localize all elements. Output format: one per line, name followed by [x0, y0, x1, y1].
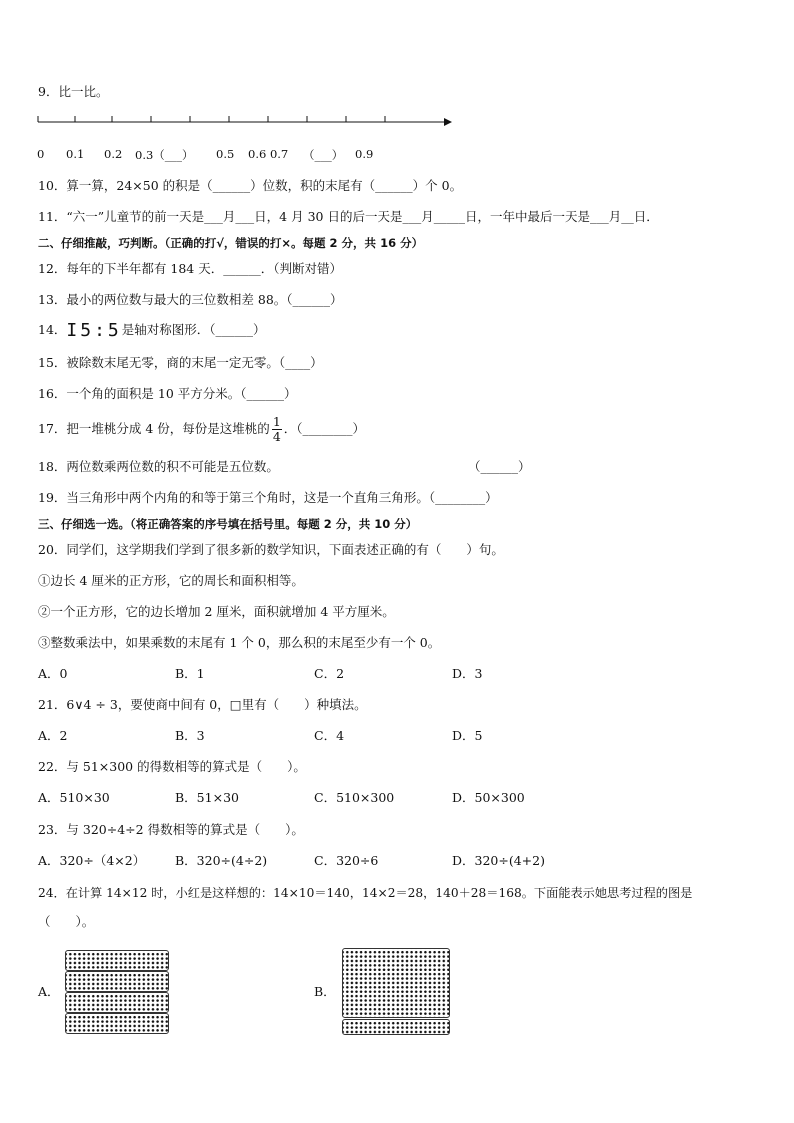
q17 — [38, 414, 365, 444]
q21-option-c[interactable]: C．4 — [314, 728, 345, 743]
tick-label: 0.3（___） — [135, 148, 194, 162]
q24-stem: 24．在计算 14×12 时，小红是这样想的：14×10＝140，14×2＝28，140＋28＝168。下面能表示她思考过程的图是 — [38, 886, 693, 900]
q20-item-3: ③整数乘法中，如果乘数的末尾有 1 个 0，那么积的末尾至少有一个 0。 — [38, 635, 441, 650]
q16: 16．一个角的面积是 10 平方分米。（______） — [38, 386, 297, 401]
q23-option-d[interactable]: D．320÷(4+2) — [452, 853, 545, 868]
dot-strip — [65, 971, 169, 992]
q19: 19．当三角形中两个内角的和等于第三个角时，这是一个直角三角形。（________） — [38, 490, 498, 505]
tick-label: 0 — [37, 147, 45, 161]
number-line — [34, 112, 454, 132]
q23-option-a[interactable]: A．320÷（4×2） — [38, 853, 146, 868]
q9-title: 9．比一比。 — [38, 84, 109, 99]
q21-option-d[interactable]: D．5 — [452, 728, 483, 743]
q14 — [38, 322, 266, 339]
tick-label: 0.6 0.7 — [248, 147, 289, 161]
dot-strip — [65, 950, 169, 971]
fraction-numerator: 1 — [272, 414, 281, 429]
q11: 11．“六一”儿童节的前一天是___月___日，4 月 30 日的后一天是___月_____日，一年中最后一天是___月__日． — [38, 209, 659, 224]
dot-strip — [65, 1013, 169, 1034]
q20-item-1: ①边长 4 厘米的正方形，它的周长和面积相等。 — [38, 573, 304, 588]
q10: 10．算一算，24×50 的积是（______）位数，积的末尾有（______）个 0。 — [38, 178, 463, 193]
dot-block — [342, 948, 450, 1018]
q24-option-b[interactable]: B． — [314, 984, 336, 999]
section-3-heading: 三、仔细选一选。（将正确答案的序号填在括号里。每题 2 分，共 10 分） — [38, 517, 418, 531]
q17-suffix: ．（________） — [283, 421, 366, 436]
q17-prefix: 17．把一堆桃分成 4 份，每份是这堆桃的 — [38, 421, 270, 436]
q20-stem: 20．同学们，这学期我们学到了很多新的数学知识，下面表述正确的有（ ）句。 — [38, 542, 504, 557]
q22-stem: 22．与 51×300 的得数相等的算式是（ ）。 — [38, 759, 306, 774]
seven-segment-figure: I5:5 — [66, 320, 122, 341]
q23-stem: 23．与 320÷4÷2 得数相等的算式是（ ）。 — [38, 822, 304, 837]
q21-stem: 21．6∨4 ÷ 3，要使商中间有 0，□里有（ ）种填法。 — [38, 697, 367, 712]
tick-label: 0.9 — [355, 147, 374, 161]
fraction-denominator: 4 — [272, 429, 281, 444]
q21-option-b[interactable]: B．3 — [175, 728, 205, 743]
tick-label: （___） — [303, 148, 344, 162]
q24-option-a[interactable]: A． — [38, 984, 60, 999]
q22-option-d[interactable]: D．50×300 — [452, 790, 525, 805]
q22-option-b[interactable]: B．51×30 — [175, 790, 239, 805]
q23-option-c[interactable]: C．320÷6 — [314, 853, 379, 868]
q20-option-b[interactable]: B．1 — [175, 666, 205, 681]
q18-blank: （______） — [468, 459, 531, 474]
q14-prefix: 14． — [38, 322, 67, 337]
fraction — [272, 415, 282, 444]
q15: 15．被除数末尾无零，商的末尾一定无零。（____） — [38, 355, 323, 370]
section-2-heading: 二、仔细推敲，巧判断。（正确的打√，错误的打×。每题 2 分，共 16 分） — [38, 236, 424, 250]
dot-strip — [65, 992, 169, 1013]
tick-label: 0.2 — [104, 147, 123, 161]
q18: 18．两位数乘两位数的积不可能是五位数。 — [38, 459, 279, 474]
q22-option-c[interactable]: C．510×300 — [314, 790, 395, 805]
q24-stem-cont: （ ）。 — [38, 914, 95, 929]
tick-label: 0.5 — [216, 147, 235, 161]
q14-suffix: 是轴对称图形．（______） — [121, 322, 266, 337]
q12: 12．每年的下半年都有 184 天．______．（判断对错） — [38, 261, 342, 276]
q21-option-a[interactable]: A．2 — [38, 728, 68, 743]
q23-option-b[interactable]: B．320÷(4÷2) — [175, 853, 268, 868]
dot-strip — [342, 1019, 450, 1035]
q20-item-2: ②一个正方形，它的边长增加 2 厘米，面积就增加 4 平方厘米。 — [38, 604, 395, 619]
q22-option-a[interactable]: A．510×30 — [38, 790, 110, 805]
q20-option-a[interactable]: A．0 — [38, 666, 68, 681]
tick-label: 0.1 — [66, 147, 85, 161]
q13: 13．最小的两位数与最大的三位数相差 88。（______） — [38, 292, 343, 307]
q20-option-d[interactable]: D．3 — [452, 666, 483, 681]
q20-option-c[interactable]: C．2 — [314, 666, 345, 681]
